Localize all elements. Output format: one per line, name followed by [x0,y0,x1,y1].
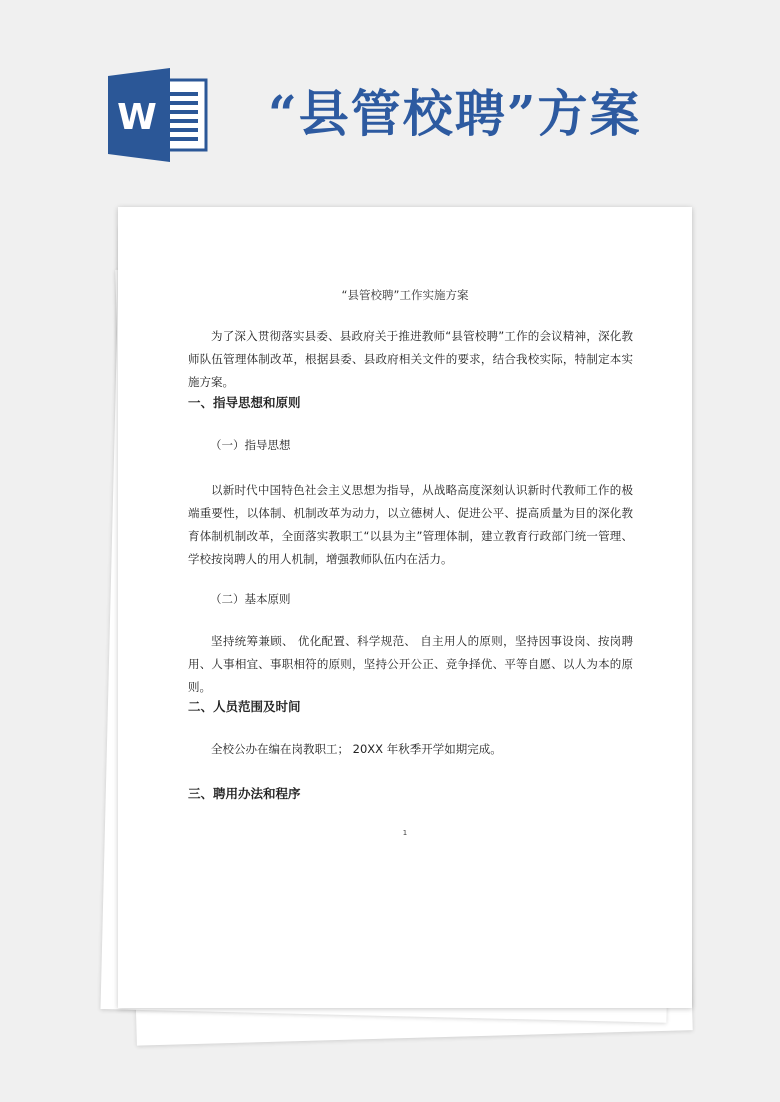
document-page [118,207,692,1008]
banner-title: “县管校聘”方案 [268,84,642,143]
subsection-paragraph-2: 坚持统筹兼顾、 优化配置、科学规范、 自主用人的原则，坚持因事设岗、按岗聘用、人事相宜、事职相符的原则，坚持公开公正、竞争择优、平等自愿、以人为本的原则。 [188,634,633,694]
page-number: 1 [402,829,408,837]
section-heading-3: 三、聘用办法和程序 [188,786,301,801]
word-logo-icon [108,68,208,162]
word-logo-letter: W [117,97,157,138]
section-heading-2: 二、人员范围及时间 [188,699,301,714]
section-paragraph-2: 全校公办在编在岗教职工； 20XX 年秋季开学如期完成。 [211,742,502,756]
section-heading-1: 一、指导思想和原则 [188,395,301,410]
subsection-paragraph-1: 以新时代中国特色社会主义思想为指导，从战略高度深刻认识新时代教师工作的极端重要性，以体制、机制改革为动力，以立德树人、促进公平、提高质量为目的深化教育体制机制改革，全面落实教职工“以县为主”管理体制，建立教育行政部门统一管理、学校按岗聘人的用人机制，增强教师队伍内在活力。 [188,483,633,566]
subsection-heading-1: （一）指导思想 [210,438,291,452]
document-title: “县管校聘”工作实施方案 [341,288,469,302]
intro-paragraph: 为了深入贯彻落实县委、县政府关于推进教师“县管校聘”工作的会议精神，深化教师队伍管理体制改革，根据县委、县政府相关文件的要求，结合我校实际，特制定本实施方案。 [188,329,633,389]
subsection-heading-2: （二）基本原则 [210,592,291,606]
